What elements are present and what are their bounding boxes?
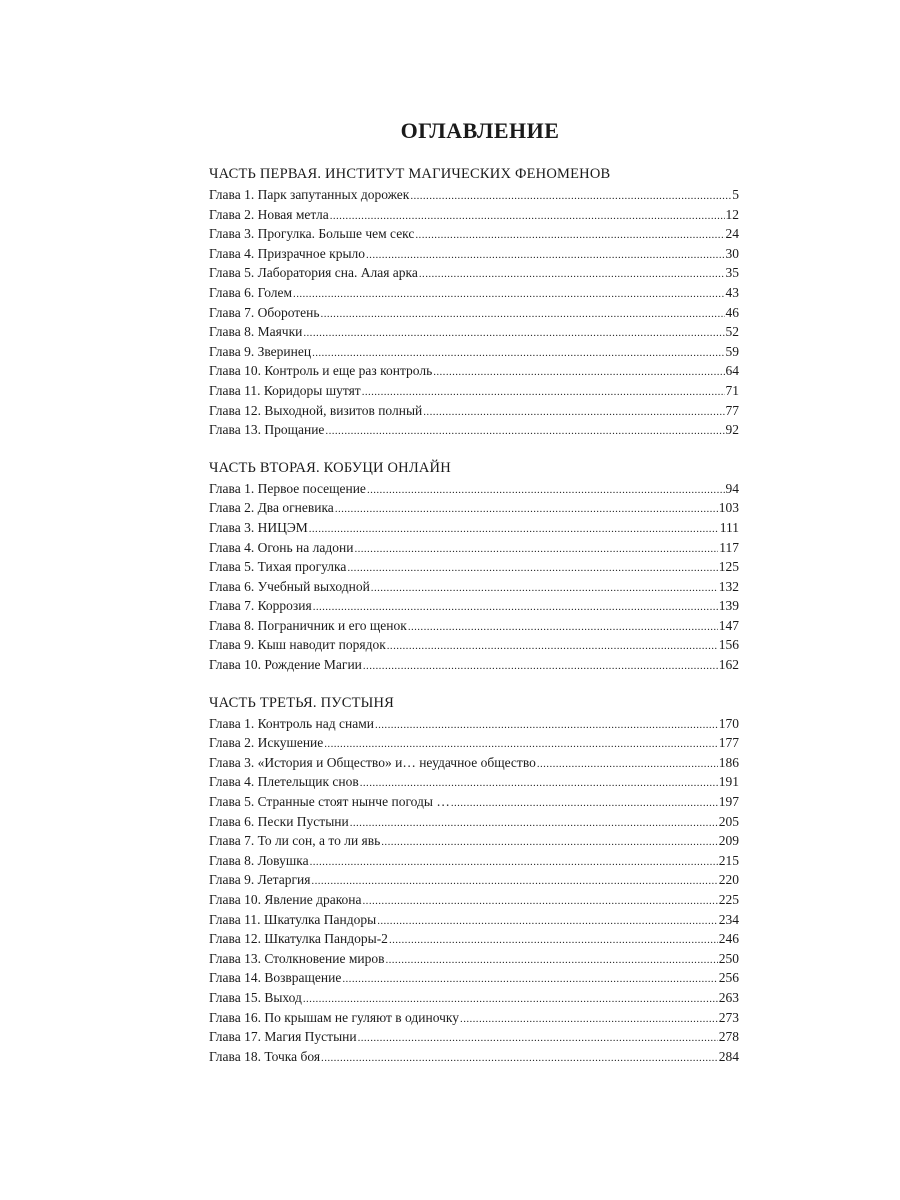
toc-entry[interactable] (209, 263, 739, 283)
dot-leader (321, 1049, 718, 1069)
chapter-title: Глава 9. Зверинец (209, 343, 312, 359)
toc-entry[interactable] (209, 929, 739, 949)
chapter-title: Глава 11. Коридоры шутят (209, 382, 361, 398)
dot-leader (375, 716, 718, 736)
toc-entry[interactable] (209, 910, 739, 930)
dot-leader (381, 833, 717, 853)
page-number: 64 (725, 363, 739, 379)
toc-entry[interactable] (209, 303, 739, 323)
page-number: 234 (718, 911, 739, 927)
chapter-title: Глава 2. Искушение (209, 735, 324, 751)
dot-leader (419, 265, 725, 285)
page-number: 170 (718, 715, 739, 731)
dot-leader (433, 363, 724, 383)
chapter-title: Глава 10. Контроль и еще раз контроль (209, 363, 433, 379)
chapter-title: Глава 10. Явление дракона (209, 892, 362, 907)
dot-leader (408, 618, 718, 638)
toc-entry[interactable] (209, 753, 739, 773)
toc-entry[interactable] (209, 185, 739, 205)
chapter-title: Глава 1. Парк запутанных дорожек (209, 187, 410, 202)
toc-entry[interactable] (209, 361, 739, 381)
dot-leader (371, 579, 718, 599)
toc-entry[interactable] (209, 988, 739, 1008)
page-number: 197 (718, 794, 739, 810)
chapter-title: Глава 12. Выходной, визитов полный (209, 402, 423, 418)
page-number: 111 (719, 519, 739, 535)
page-number: 12 (725, 206, 739, 222)
dot-leader (358, 1029, 718, 1049)
part-title: ЧАСТЬ ПЕРВАЯ. ИНСТИТУТ МАГИЧЕСКИХ ФЕНОМЕНОВ (209, 166, 611, 182)
dot-leader (342, 970, 717, 990)
page-number: 132 (718, 578, 739, 594)
page-number: 220 (718, 872, 739, 888)
page-number: 177 (718, 735, 739, 751)
page-number: 92 (725, 422, 739, 438)
page-number: 263 (718, 989, 739, 1005)
dot-leader (293, 285, 724, 305)
toc-entry[interactable] (209, 714, 739, 734)
page-number: 225 (718, 892, 739, 907)
chapter-list (209, 479, 739, 675)
toc-entry[interactable] (209, 1027, 739, 1047)
toc-entry[interactable] (209, 577, 739, 597)
page-number: 30 (725, 245, 739, 261)
toc-entry[interactable] (209, 616, 739, 636)
dot-leader (367, 481, 725, 501)
toc-part (209, 458, 739, 675)
toc-entry[interactable] (209, 870, 739, 890)
chapter-title: Глава 17. Магия Пустыни (209, 1029, 357, 1045)
page-number: 215 (718, 852, 739, 868)
toc-entry[interactable] (209, 498, 739, 518)
page-number: 139 (718, 598, 739, 614)
page-number: 246 (718, 931, 739, 947)
toc-part (209, 693, 739, 1067)
page-number: 162 (718, 657, 739, 673)
page-number: 250 (718, 950, 739, 966)
chapter-title: Глава 8. Ловушка (209, 852, 309, 868)
dot-leader (321, 305, 725, 325)
toc-entry[interactable] (209, 596, 739, 616)
toc-entry[interactable] (209, 518, 739, 538)
page-number: 103 (718, 500, 739, 516)
chapter-title: Глава 8. Пограничник и его щенок (209, 617, 407, 633)
chapter-title: Глава 5. Тихая прогулка (209, 559, 347, 575)
dot-leader (303, 324, 724, 344)
dot-leader (389, 931, 718, 951)
page-number: 284 (718, 1048, 739, 1064)
chapter-title: Глава 14. Возвращение (209, 970, 342, 986)
toc-entry[interactable] (209, 890, 739, 910)
chapter-list (209, 714, 739, 1067)
page-number: 156 (718, 637, 739, 653)
dot-leader (363, 657, 718, 677)
dot-leader (415, 226, 724, 246)
page-number: 273 (718, 1009, 739, 1025)
chapter-title: Глава 18. Точка боя (209, 1048, 321, 1064)
toc-entry[interactable] (209, 792, 739, 812)
page-number: 43 (725, 284, 739, 300)
page-number: 77 (725, 402, 739, 418)
dot-leader (311, 872, 717, 892)
toc-entry[interactable] (209, 283, 739, 303)
dot-leader (335, 500, 718, 520)
toc-entry[interactable] (209, 655, 739, 675)
page-number: 125 (718, 559, 739, 575)
page-number: 5 (732, 187, 739, 202)
chapter-title: Глава 15. Выход (209, 989, 302, 1005)
page-number: 24 (725, 226, 739, 242)
chapter-title: Глава 5. Странные стоят нынче погоды … (209, 794, 450, 810)
chapter-title: Глава 9. Кыш наводит порядок (209, 637, 386, 653)
chapter-title: Глава 3. НИЦЭМ (209, 519, 308, 535)
chapter-list (209, 185, 739, 440)
chapter-title: Глава 12. Шкатулка Пандоры-2 (209, 931, 388, 947)
toc-entry[interactable] (209, 244, 739, 264)
table-of-contents (209, 164, 739, 1084)
dot-leader (423, 403, 724, 423)
chapter-title: Глава 4. Огонь на ладони (209, 539, 354, 555)
page-number: 186 (718, 754, 739, 770)
page-number: 147 (718, 617, 739, 633)
toc-entry[interactable] (209, 949, 739, 969)
chapter-title: Глава 4. Плетельщик снов (209, 774, 359, 790)
page-number: 59 (725, 343, 739, 359)
chapter-title: Глава 6. Голем (209, 284, 293, 300)
page-number: 35 (725, 265, 739, 281)
toc-entry[interactable] (209, 831, 739, 851)
toc-entry[interactable] (209, 851, 739, 871)
chapter-title: Глава 3. Прогулка. Больше чем секс (209, 226, 415, 242)
toc-entry[interactable] (209, 635, 739, 655)
chapter-title: Глава 7. Оборотень (209, 304, 320, 320)
chapter-title: Глава 5. Лаборатория сна. Алая арка (209, 265, 418, 281)
toc-entry[interactable] (209, 557, 739, 577)
page-number: 117 (719, 539, 739, 555)
chapter-title: Глава 13. Столкновение миров (209, 950, 385, 966)
part-title: ЧАСТЬ ТРЕТЬЯ. ПУСТЫНЯ (209, 694, 395, 711)
dot-leader (377, 912, 718, 932)
dot-leader (325, 422, 724, 442)
dot-leader (366, 246, 724, 266)
toc-entry[interactable] (209, 1008, 739, 1028)
chapter-title: Глава 6. Пески Пустыни (209, 813, 349, 829)
toc-entry[interactable] (209, 342, 739, 362)
dot-leader (350, 814, 718, 834)
toc-entry[interactable] (209, 381, 739, 401)
toc-entry[interactable] (209, 968, 739, 988)
chapter-title: Глава 1. Первое посещение (209, 480, 366, 496)
dot-leader (310, 853, 718, 873)
chapter-title: Глава 3. «История и Общество» и… неудачное общество (209, 754, 536, 770)
page-number: 205 (718, 813, 739, 829)
chapter-title: Глава 11. Шкатулка Пандоры (209, 911, 377, 927)
page-number: 94 (725, 480, 739, 496)
dot-leader (410, 187, 731, 207)
dot-leader (354, 540, 718, 560)
toc-entry[interactable] (209, 420, 739, 440)
page-number: 52 (725, 324, 739, 340)
chapter-title: Глава 8. Маячки (209, 324, 303, 340)
toc-entry[interactable] (209, 772, 739, 792)
toc-entry[interactable] (209, 812, 739, 832)
chapter-title: Глава 1. Контроль над снами (209, 715, 374, 731)
toc-entry[interactable] (209, 205, 739, 225)
chapter-title: Глава 7. То ли сон, а то ли явь (209, 833, 381, 849)
page-number: 278 (718, 1029, 739, 1045)
chapter-title: Глава 4. Призрачное крыло (209, 245, 366, 261)
chapter-title: Глава 10. Рождение Магии (209, 657, 362, 673)
toc-entry[interactable] (209, 401, 739, 421)
page-number: 46 (725, 304, 739, 320)
toc-entry[interactable] (209, 733, 739, 753)
toc-entry[interactable] (209, 322, 739, 342)
toc-entry[interactable] (209, 479, 739, 499)
dot-leader (387, 637, 718, 657)
chapter-title: Глава 7. Коррозия (209, 598, 312, 614)
chapter-title: Глава 2. Два огневика (209, 500, 334, 516)
chapter-title: Глава 13. Прощание (209, 422, 325, 438)
dot-leader (363, 892, 718, 912)
toc-entry[interactable] (209, 1047, 739, 1067)
page-title: ОГЛАВЛЕНИЕ (400, 118, 560, 143)
dot-leader (460, 1010, 718, 1030)
page-number: 191 (718, 774, 739, 790)
page-number: 71 (725, 382, 739, 398)
toc-entry[interactable] (209, 224, 739, 244)
toc-entry[interactable] (209, 538, 739, 558)
dot-leader (347, 559, 717, 579)
dot-leader (451, 794, 718, 814)
chapter-title: Глава 2. Новая метла (209, 206, 329, 222)
chapter-title: Глава 16. По крышам не гуляют в одиночку (209, 1009, 460, 1025)
page-number: 209 (718, 833, 739, 849)
page-number: 256 (718, 970, 739, 986)
chapter-title: Глава 9. Летаргия (209, 872, 311, 888)
toc-part (209, 164, 739, 440)
part-title: ЧАСТЬ ВТОРАЯ. КОБУЦИ ОНЛАЙН (209, 459, 451, 476)
dot-leader (537, 755, 718, 775)
chapter-title: Глава 6. Учебный выходной (209, 578, 370, 594)
dot-leader (309, 520, 719, 540)
dot-leader (385, 951, 717, 971)
